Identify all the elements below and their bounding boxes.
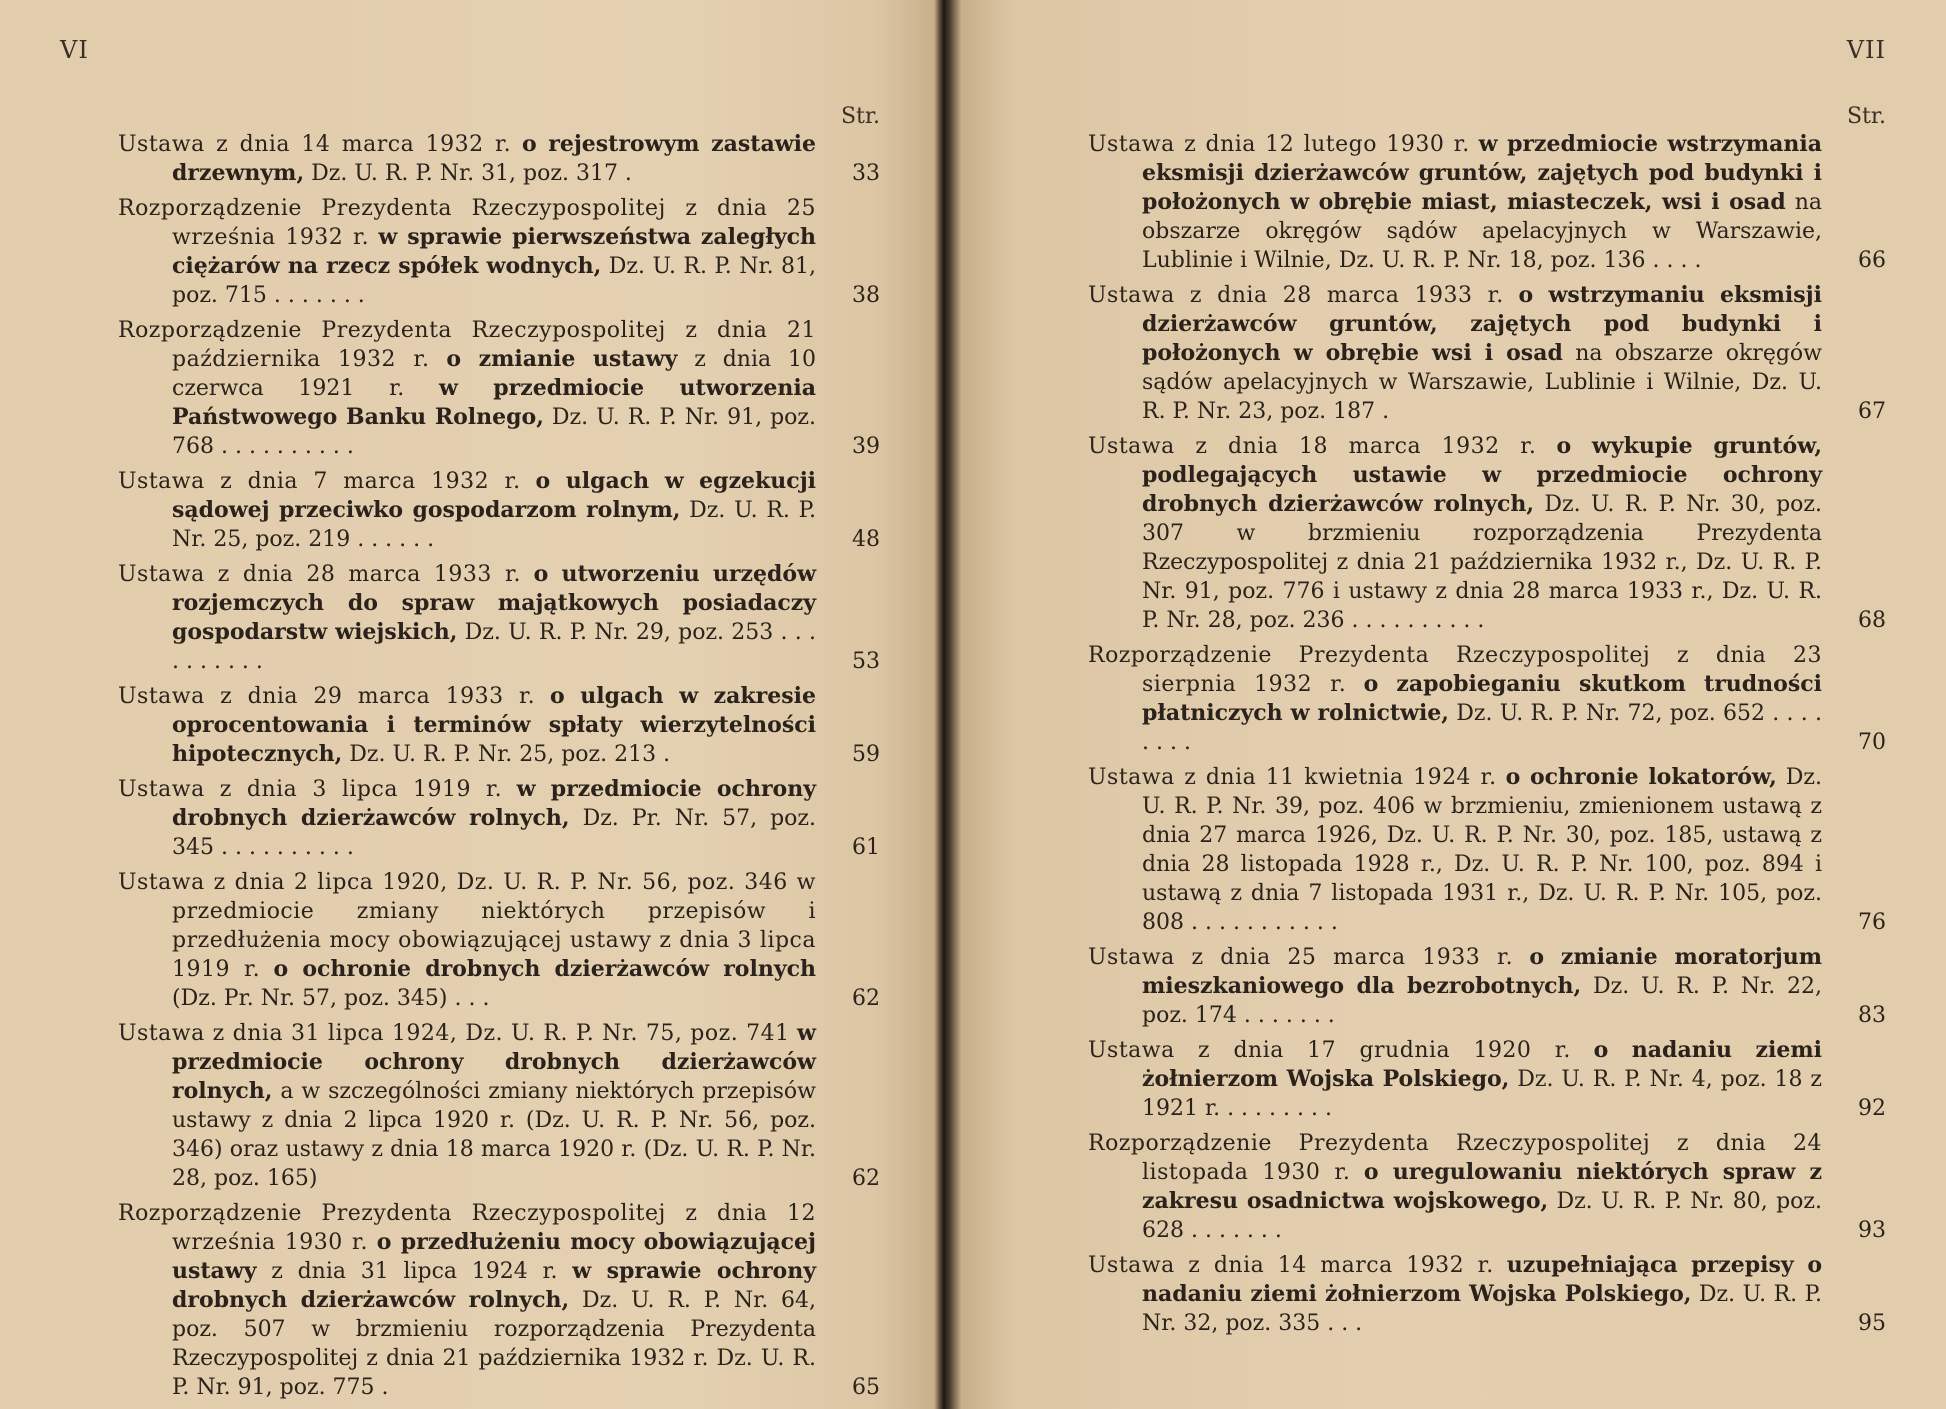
toc-entry-page: 33 (852, 161, 880, 186)
toc-entry-text (1088, 281, 1822, 426)
toc-entry (1088, 1036, 1886, 1123)
toc-entry (1088, 281, 1886, 426)
column-header-right: Str. (1846, 104, 1886, 129)
toc-entry-lead: Ustawa z dnia 25 marca 1933 r. (1088, 945, 1514, 970)
toc-entry-text (118, 467, 816, 554)
toc-entry-title: o ochronie lokatorów, (1505, 764, 1777, 790)
toc-entry-text (1088, 432, 1822, 635)
toc-entry-text (118, 775, 816, 862)
toc-entry-text (1088, 943, 1822, 1030)
toc-entry (118, 467, 880, 554)
toc-entry-text (118, 130, 816, 188)
toc-entry-title: o utworzeniu urzędów rozjemczych do spraw majątkowych posiadaczy gospodarstw wiejskich, (172, 561, 817, 645)
toc-entry-title: o ulgach w egzekucji sądowej przeciwko gospodarzom rolnym, (172, 468, 817, 523)
toc-entry-text (118, 560, 816, 676)
toc-entry-text (1088, 1036, 1822, 1123)
page-number-left: VI (60, 36, 89, 64)
toc-entry-text (118, 194, 816, 310)
toc-entry-lead: Ustawa z dnia 28 marca 1933 r. (118, 562, 522, 587)
toc-entry-citation: Dz. Pr. Nr. 57, poz. 345 . . . . . . . . . . (172, 806, 817, 860)
toc-entry (1088, 130, 1886, 275)
toc-entry-page: 65 (852, 1375, 880, 1400)
toc-entry-citation: Dz. U. R. P. Nr. 39, poz. 406 w brzmieniu, zmienionem ustawą z dnia 27 marca 1926, Dz. U. R. P. Nr. 30, poz. 185, ustawą z dnia 28 listopada 1928 r., Dz. U. R. P. Nr. 100, poz. 894 i ustawą z dnia 7 listopada 1931 r., Dz. U. R. P. Nr. 105, poz. 808 . . . . . . . . . . . (1142, 765, 1822, 935)
toc-entry-title: o wykupie gruntów, podlegających ustawie w przedmiocie ochrony drobnych dzierżawców rolnych, (1142, 433, 1822, 517)
toc-entry-citation: Dz. U. R. P. Nr. 22, poz. 174 . . . . . . . (1142, 974, 1822, 1028)
toc-entry-text (118, 316, 816, 461)
toc-entry-lead: Ustawa z dnia 31 lipca 1924, Dz. U. R. P. Nr. 75, poz. 741 (118, 1021, 790, 1046)
toc-entry-text (1088, 130, 1822, 275)
toc-entry (118, 868, 880, 1013)
toc-entry-title: o ochronie drobnych dzierżawców rolnych (273, 956, 816, 982)
right-page (940, 0, 1946, 1409)
toc-entry-citation: Dz. U. R. P. Nr. 72, poz. 652 . . . . . . . . (1142, 701, 1822, 755)
toc-entry (1088, 763, 1886, 937)
toc-entry-citation: z dnia 31 lipca 1924 r. (271, 1259, 558, 1284)
toc-entry (118, 775, 880, 862)
toc-entry-citation: na obszarze okręgów sądów apelacyjnych w Warszawie, Lublinie i Wilnie, Dz. U. R. P. Nr. 18, poz. 136 . . . . (1142, 190, 1822, 273)
toc-entry-page: 68 (1858, 608, 1886, 633)
toc-entry-lead: Ustawa z dnia 14 marca 1932 r. (1088, 1253, 1494, 1278)
toc-entry-text (118, 868, 816, 1013)
toc-entry-citation: Dz. U. R. P. Nr. 25, poz. 213 . (349, 742, 671, 767)
toc-entry-lead: Rozporządzenie Prezydenta Rzeczypospolitej z dnia 24 listopada 1930 r. (1088, 1131, 1822, 1185)
toc-entry-title: o ulgach w zakresie oprocentowania i terminów spłaty wierzytelności hipotecznych, (172, 683, 817, 767)
toc-entry-title: w przedmiocie wstrzymania eksmisji dzierżawców gruntów, zajętych pod budynki i położonych w obrębie miast, miasteczek, wsi i osad (1142, 131, 1822, 215)
toc-entry-text (1088, 641, 1822, 757)
toc-entry-text (1088, 1129, 1822, 1245)
toc-entry-page: 67 (1858, 399, 1886, 424)
toc-entry-page: 93 (1858, 1218, 1886, 1243)
column-header-left: Str. (840, 104, 880, 129)
toc-entry-citation: Dz. U. R. P. Nr. 30, poz. 307 w brzmieniu rozporządzenia Prezydenta Rzeczypospolitej z dnia 21 października 1932 r., Dz. U. R. P. Nr. 91, poz. 776 i ustawy z dnia 28 marca 1933 r., Dz. U. R. P. Nr. 28, poz. 236 . . . . . . . . . . (1142, 492, 1822, 633)
toc-entry-text (118, 1199, 816, 1402)
toc-entry-text (1088, 763, 1822, 937)
toc-entry (1088, 943, 1886, 1030)
toc-entry-title: o przedłużeniu mocy obowiązującej ustawy (172, 1229, 817, 1284)
toc-entry-title: w przedmiocie utworzenia Państwowego Banku Rolnego, (172, 375, 816, 430)
toc-entry-title: o wstrzymaniu eksmisji dzierżawców gruntów, zajętych pod budynki i położonych w obrębie wsi i osad (1142, 282, 1822, 366)
toc-entry-page: 62 (852, 986, 880, 1011)
toc-entry-page: 70 (1858, 730, 1886, 755)
toc-entry (118, 1019, 880, 1193)
toc-entry-text (1088, 1251, 1822, 1338)
toc-entry-citation: (Dz. Pr. Nr. 57, poz. 345) . . . (172, 986, 490, 1011)
toc-entry-citation: Dz. U. R. P. Nr. 31, poz. 317 . (311, 161, 632, 186)
toc-entry-lead: Ustawa z dnia 17 grudnia 1920 r. (1088, 1038, 1571, 1063)
toc-entry-lead: Ustawa z dnia 12 lutego 1930 r. (1088, 132, 1470, 157)
toc-entry-citation: Dz. U. R. P. Nr. 80, poz. 628 . . . . . . . (1142, 1189, 1822, 1243)
toc-entry-citation: Dz. U. R. P. Nr. 32, poz. 335 . . . (1142, 1282, 1822, 1336)
toc-entry-page: 61 (852, 835, 880, 860)
toc-entry-page: 62 (852, 1166, 880, 1191)
toc-entry-title: w przedmiocie ochrony drobnych dzierżawców rolnych, (172, 776, 816, 831)
toc-entry-lead: Rozporządzenie Prezydenta Rzeczypospolitej z dnia 12 września 1930 r. (118, 1201, 816, 1255)
toc-entry (118, 316, 880, 461)
toc-entry-lead: Ustawa z dnia 2 lipca 1920, Dz. U. R. P. Nr. 56, poz. 346 w przedmiocie zmiany niektórych przepisów i przedłużenia mocy obowiązującej ustawy z dnia 3 lipca 1919 r. (118, 870, 816, 982)
toc-entry-text (118, 1019, 816, 1193)
toc-entry-page: 48 (852, 527, 880, 552)
toc-list-right (1088, 130, 1886, 1338)
toc-entry-citation: Dz. U. R. P. Nr. 4, poz. 18 z 1921 r. . . . . . . . . (1142, 1067, 1822, 1121)
toc-entry (1088, 641, 1886, 757)
toc-entry-lead: Ustawa z dnia 3 lipca 1919 r. (118, 777, 503, 802)
toc-entry-lead: Rozporządzenie Prezydenta Rzeczypospolitej z dnia 25 września 1932 r. (118, 196, 816, 250)
toc-entry-lead: Ustawa z dnia 7 marca 1932 r. (118, 469, 521, 494)
toc-entry-lead: Rozporządzenie Prezydenta Rzeczypospolitej z dnia 23 sierpnia 1932 r. (1088, 643, 1822, 697)
toc-entry-lead: Rozporządzenie Prezydenta Rzeczypospolitej z dnia 21 października 1932 r. (118, 318, 816, 372)
toc-entry-page: 59 (852, 742, 880, 767)
toc-entry (118, 1199, 880, 1402)
toc-entry-page: 39 (852, 434, 880, 459)
toc-entry-lead: Ustawa z dnia 29 marca 1933 r. (118, 684, 536, 709)
toc-entry-page: 53 (852, 649, 880, 674)
toc-entry-lead: Ustawa z dnia 28 marca 1933 r. (1088, 283, 1504, 308)
toc-entry-citation: na obszarze okręgów sądów apelacyjnych w Warszawie, Lublinie i Wilnie, Dz. U. R. P. Nr. 23, poz. 187 . (1142, 341, 1822, 424)
toc-entry-title: o zmianie ustawy (446, 346, 678, 372)
toc-entry-citation: Dz. U. R. P. Nr. 81, poz. 715 . . . . . . . (172, 254, 816, 308)
toc-list-left (118, 130, 880, 1402)
toc-entry-title: o zapobieganiu skutkom trudności płatniczych w rolnictwie, (1142, 671, 1822, 726)
toc-entry-text (118, 682, 816, 769)
toc-entry-lead: Ustawa z dnia 18 marca 1932 r. (1088, 434, 1537, 459)
toc-entry (1088, 1251, 1886, 1338)
toc-entry (1088, 432, 1886, 635)
toc-entry-citation: Dz. U. R. P. Nr. 29, poz. 253 . . . . . . . . . . (172, 620, 816, 674)
toc-entry-lead: Ustawa z dnia 14 marca 1932 r. (118, 132, 512, 157)
toc-entry-title: o uregulowaniu niektórych spraw z zakresu osadnictwa wojskowego, (1142, 1159, 1822, 1214)
toc-entry-page: 92 (1858, 1096, 1886, 1121)
toc-entry (118, 682, 880, 769)
toc-entry-citation: Dz. U. R. P. Nr. 91, poz. 768 . . . . . . . . . . (172, 405, 817, 459)
toc-entry (1088, 1129, 1886, 1245)
toc-entry-citation: z dnia 10 czerwca 1921 r. (172, 347, 816, 401)
toc-entry-title: uzupełniająca przepisy o nadaniu ziemi żołnierzom Wojska Polskiego, (1142, 1252, 1822, 1307)
toc-entry-title: o zmianie moratorjum mieszkaniowego dla bezrobotnych, (1142, 944, 1822, 999)
toc-entry (118, 560, 880, 676)
toc-entry-page: 76 (1858, 910, 1886, 935)
toc-entry-lead: Ustawa z dnia 11 kwietnia 1924 r. (1088, 765, 1497, 790)
toc-entry-title: o rejestrowym zastawie drzewnym, (172, 131, 816, 186)
left-page (0, 0, 940, 1409)
toc-entry-title: w sprawie ochrony drobnych dzierżawców rolnych, (172, 1258, 817, 1313)
toc-entry-page: 38 (852, 283, 880, 308)
page-number-right: VII (1846, 36, 1886, 64)
toc-entry (118, 194, 880, 310)
toc-entry-page: 66 (1858, 248, 1886, 273)
toc-entry-page: 95 (1858, 1311, 1886, 1336)
toc-entry-citation: a w szczególności zmiany niektórych przepisów ustawy z dnia 2 lipca 1920 r. (Dz. U. R. P. Nr. 56, poz. 346) oraz ustawy z dnia 18 marca 1920 r. (Dz. U. R. P. Nr. 28, poz. 165) (172, 1079, 816, 1191)
toc-entry-title: w przedmiocie ochrony drobnych dzierżawców rolnych, (172, 1020, 816, 1104)
toc-entry-citation: Dz. U. R. P. Nr. 64, poz. 507 w brzmieniu rozporządzenia Prezydenta Rzeczypospolitej z dnia 21 października 1932 r. Dz. U. R. P. Nr. 91, poz. 775 . (172, 1288, 817, 1400)
toc-entry-title: o nadaniu ziemi żołnierzom Wojska Polskiego, (1142, 1037, 1822, 1092)
toc-entry-title: w sprawie pierwszeństwa zaległych ciężarów na rzecz spółek wodnych, (172, 224, 816, 279)
toc-entry (118, 130, 880, 188)
toc-entry-page: 83 (1858, 1003, 1886, 1028)
toc-entry-citation: Dz. U. R. P. Nr. 25, poz. 219 . . . . . . (172, 498, 816, 552)
